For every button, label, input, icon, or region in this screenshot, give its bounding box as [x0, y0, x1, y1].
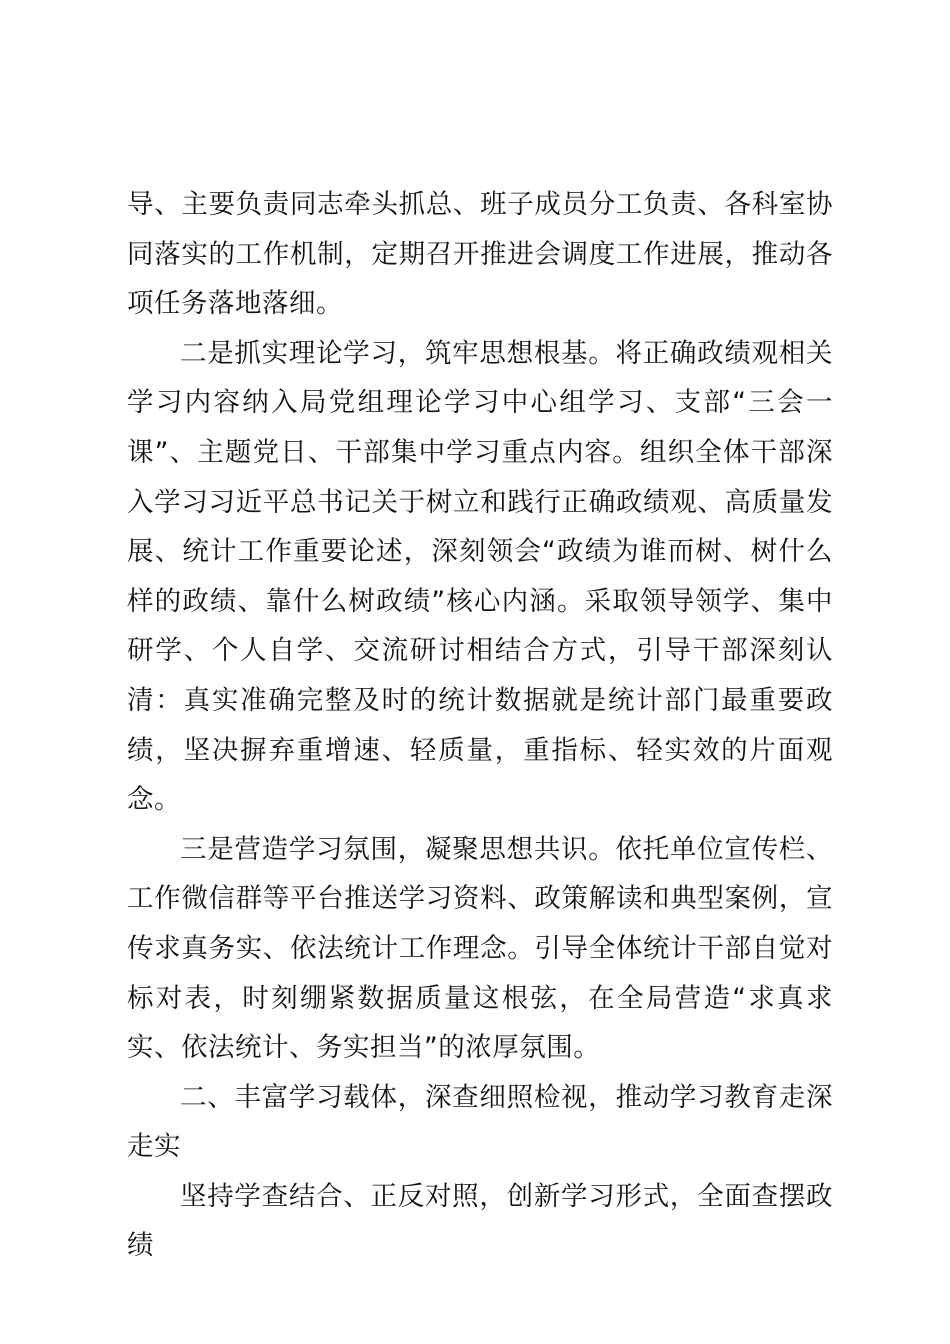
- section-heading-2: 二、丰富学习载体，深查细照检视，推动学习教育走深走实: [127, 1081, 833, 1163]
- paragraph-continuation: 导、主要负责同志牵头抓总、班子成员分工负责、各科室协同落实的工作机制，定期召开推进会调度工作进展，推动各项任务落地落细。: [127, 189, 833, 320]
- paragraph-theory-study: 二是抓实理论学习，筑牢思想根基。将正确政绩观相关学习内容纳入局党组理论学习中心组学习、支部“三会一课”、主题党日、干部集中学习重点内容。组织全体干部深入学习习近平总书记关于树立和践行正确政绩观、高质量发展、统计工作重要论述，深刻领会“政绩为谁而树、树什么样的政绩、靠什么树政绩”核心内涵。采取领导领学、集中研学、个人自学、交流研讨相结合方式，引导干部深刻认清：真实准确完整及时的统计数据就是统计部门最重要政绩，坚决摒弃重增速、轻质量，重指标、轻实效的片面观念。: [127, 337, 833, 816]
- paragraph-section-2-intro: 坚持学查结合、正反对照，创新学习形式，全面查摆政绩: [127, 1180, 833, 1262]
- document-body: [127, 180, 833, 1271]
- paragraph-study-atmosphere: 三是营造学习氛围，凝聚思想共识。依托单位宣传栏、工作微信群等平台推送学习资料、政策解读和典型案例，宣传求真务实、依法统计工作理念。引导全体统计干部自觉对标对表，时刻绷紧数据质量这根弦，在全局营造“求真求实、依法统计、务实担当”的浓厚氛围。: [127, 833, 833, 1064]
